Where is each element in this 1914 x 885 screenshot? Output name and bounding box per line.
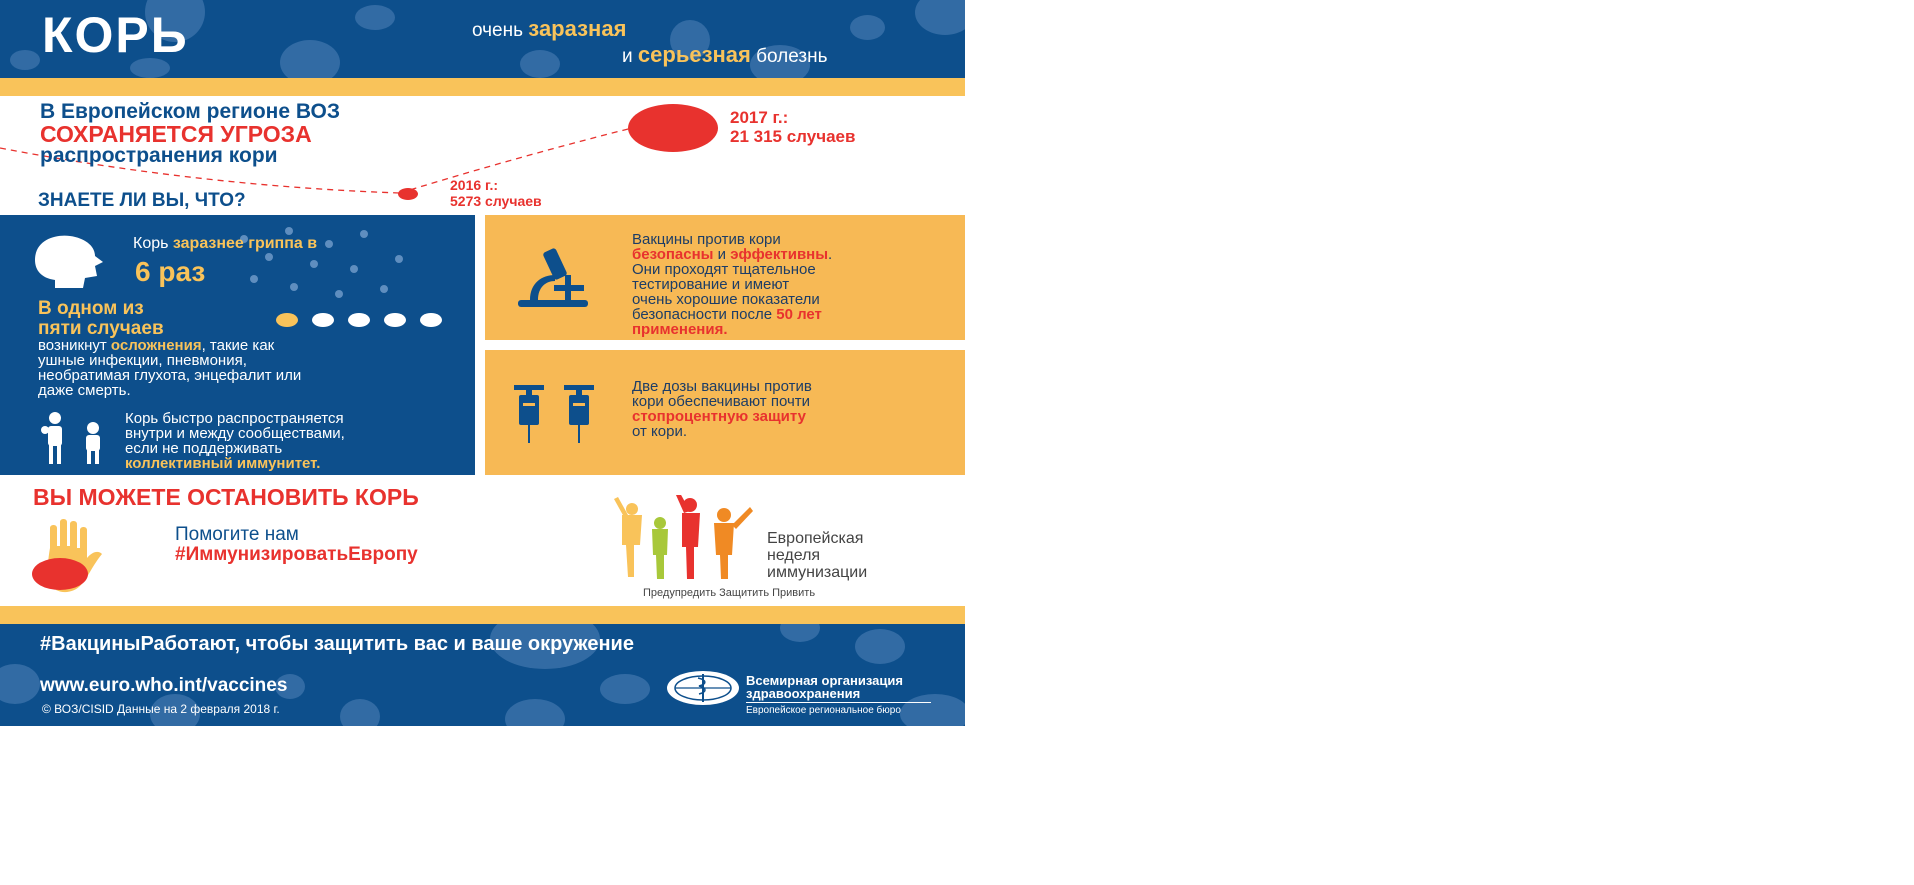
dot-2016 <box>398 188 418 200</box>
syringe-icon <box>512 383 602 445</box>
safety-line-5: очень хорошие показатели <box>632 291 820 308</box>
people-celebrating-icon <box>612 495 760 580</box>
footer-yellow-stripe <box>0 606 965 624</box>
immunize-europe-hashtag[interactable]: #ИммунизироватьЕвропу <box>175 544 418 565</box>
who-regional-office: Европейское региональное бюро <box>746 705 901 716</box>
safety-line-7: применения. <box>632 321 728 338</box>
immunization-week-line-1: Европейская <box>767 530 864 547</box>
complications-line-3: необратимая глухота, энцефалит или <box>38 367 302 384</box>
who-name-line-2: здравоохранения <box>746 686 861 701</box>
safety-line-3: Они проходят тщательное <box>632 261 816 278</box>
one-in-five-line-2: пяти случаев <box>38 318 164 339</box>
one-in-five-line-1: В одном из <box>38 298 144 319</box>
header-line-2: и серьезная болезнь <box>622 42 828 67</box>
threat-line-3: распространения кори <box>40 144 278 167</box>
complications-line-2: ушные инфекции, пневмония, <box>38 352 247 369</box>
cases-2016: 5273 случаев <box>450 193 542 209</box>
safety-line-2: безопасны и эффективны. <box>632 246 833 263</box>
who-name-line-1: Всемирная организация <box>746 673 903 688</box>
stop-measles-heading: ВЫ МОЖЕТЕ ОСТАНОВИТЬ КОРЬ <box>33 484 419 510</box>
year-2016: 2016 г.: <box>450 177 499 193</box>
flu-comparison: Корь заразнее гриппа в <box>133 235 318 252</box>
safety-line-6: безопасности после 50 лет <box>632 306 822 323</box>
microscope-icon <box>510 245 600 310</box>
doses-line-4: от кори. <box>632 423 688 440</box>
spread-line-4: коллективный иммунитет. <box>125 455 321 472</box>
spread-line-2: внутри и между сообществами, <box>125 425 345 442</box>
dot-2017 <box>628 104 718 152</box>
immunization-slogan: Предупредить Защитить Привить <box>643 587 816 599</box>
spread-line-1: Корь быстро распространяется <box>125 410 344 427</box>
cases-2017: 21 315 случаев <box>730 127 856 146</box>
copyright-text: © ВОЗ/CISID Данные на 2 февраля 2018 г. <box>42 702 280 716</box>
spread-line-3: если не поддерживать <box>125 440 283 457</box>
doses-line-1: Две дозы вакцины против <box>632 378 812 395</box>
complications-line-4: даже смерть. <box>38 382 131 399</box>
who-emblem-icon <box>665 670 741 706</box>
sneezing-head-icon <box>25 232 105 288</box>
complications-line-1: возникнут осложнения, такие как <box>38 337 275 354</box>
threat-line-2: СОХРАНЯЕТСЯ УГРОЗА <box>40 121 312 147</box>
immunization-week-line-2: неделя <box>767 547 821 564</box>
who-url-link[interactable]: www.euro.who.int/vaccines <box>40 675 288 696</box>
immunization-week-line-3: иммунизации <box>767 564 868 581</box>
help-us-text: Помогите нам <box>175 524 299 545</box>
safety-line-4: тестирование и имеют <box>632 276 790 293</box>
header-yellow-stripe <box>0 78 965 96</box>
family-icon <box>33 410 113 465</box>
page-title: КОРЬ <box>42 7 189 63</box>
threat-line-1: В Европейском регионе ВОЗ <box>40 100 340 123</box>
doses-line-3: стопроцентную защиту <box>632 408 806 425</box>
year-2017: 2017 г.: <box>730 108 789 127</box>
header-line-1: очень заразная <box>472 16 627 41</box>
hand-icon <box>30 518 140 596</box>
one-in-five-dots <box>276 313 446 329</box>
who-divider <box>746 702 931 703</box>
doses-line-2: кори обеспечивают почти <box>632 393 811 410</box>
flu-times: 6 раз <box>135 256 206 287</box>
safety-line-1: Вакцины против кори <box>632 231 781 248</box>
vaccines-work-hashtag[interactable]: #ВакциныРаботают, чтобы защитить вас и ваше окружение <box>40 633 634 655</box>
did-you-know-heading: ЗНАЕТЕ ЛИ ВЫ, ЧТО? <box>38 190 246 211</box>
measles-infographic <box>0 0 965 726</box>
